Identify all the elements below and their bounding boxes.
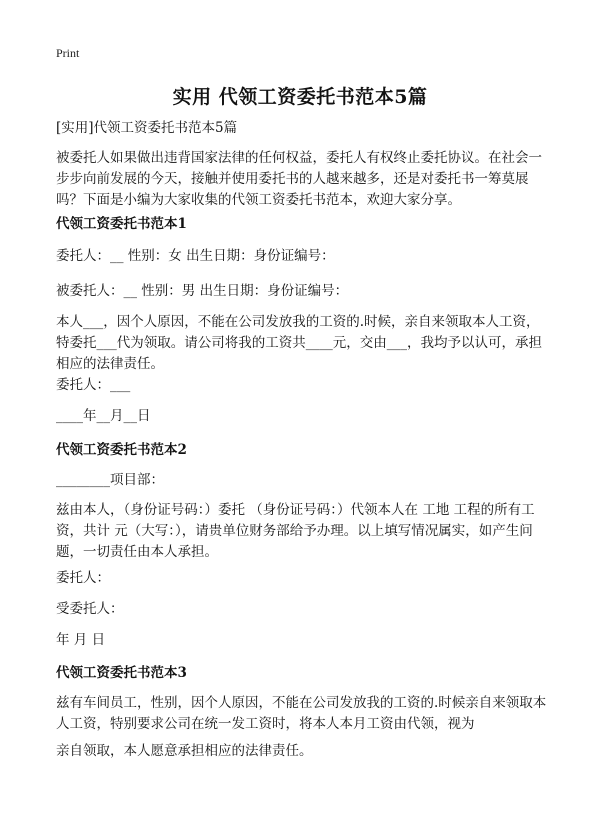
section-2-line-2: 兹由本人，（身份证号码：）委托 （身份证号码：）代领本人在 工地 工程的所有工资，共计 元（大写：），请贵单位财务部给予办理。以上填写情况属实，如产生问题，一切责任由本人承担。 [56,502,535,560]
section-2-line-1: ________项目部： [56,472,164,488]
section-2-line-4: 受委托人： [56,601,124,617]
section-1-line-1: 委托人：__ 性别：女 出生日期：身份证编号： [56,248,335,264]
section-1-line-4: 委托人：___ [56,377,131,393]
section-1-line-3: 本人___，因个人原因，不能在公司发放我的工资的.时候，亲自来领取本人工资，特委托___代为领取。请公司将我的工资共____元，交由___，我均予以认可，承担相应的法律责任。 [56,314,542,372]
section-heading-1: 代领工资委托书范本1 [56,216,187,232]
section-2-line-5: 年 月 日 [56,632,106,648]
document-title: 实用 代领工资委托书范本5篇 [172,86,428,108]
section-2-line-3: 委托人： [56,570,110,586]
section-1-line-2: 被委托人：__ 性别：男 出生日期：身份证编号： [56,283,349,299]
section-1-line-5: ____年__月__日 [56,408,151,424]
print-link[interactable]: Print [56,46,80,60]
section-heading-3: 代领工资委托书范本3 [56,665,187,681]
document-subtitle: [实用]代领工资委托书范本5篇 [56,120,238,136]
section-heading-2: 代领工资委托书范本2 [56,442,187,458]
section-3-line-1: 兹有车间员工，性别，因个人原因，不能在公司发放我的工资的.时候亲自来领取本人工资，特别要求公司在统一发工资时，将本人本月工资由代领，视为 [56,695,547,732]
intro-paragraph: 被委托人如果做出违背国家法律的任何权益，委托人有权终止委托协议。在社会一步步向前发展的今天，接触并使用委托书的人越来越多，还是对委托书一筹莫展吗？下面是小编为大家收集的代领工资委托书范本，欢迎大家分享。 [56,150,542,208]
section-3-line-2: 亲自领取，本人愿意承担相应的法律责任。 [56,743,313,759]
